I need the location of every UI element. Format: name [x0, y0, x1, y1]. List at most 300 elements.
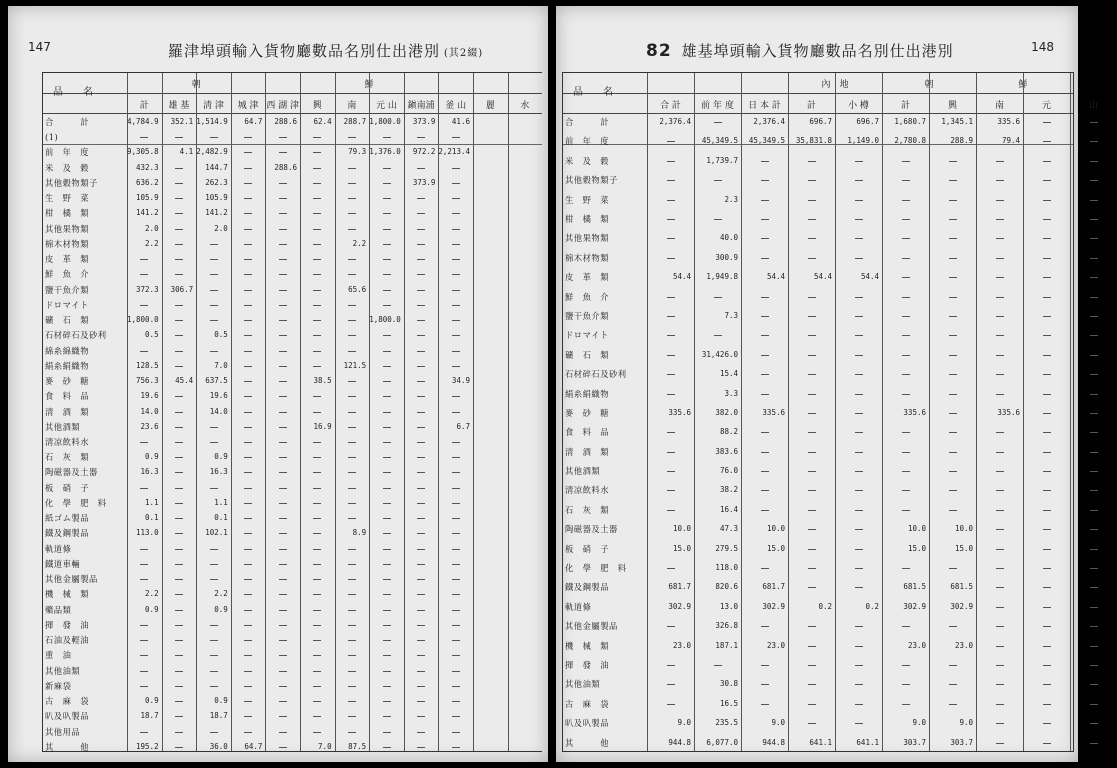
row-label: 其 他 [45, 741, 89, 752]
table-row [43, 711, 542, 721]
empty-cell-dash [417, 625, 425, 626]
table-row [563, 447, 1073, 457]
empty-cell-dash [1043, 549, 1051, 550]
empty-cell-dash [1043, 238, 1051, 239]
table-cell: 288.7 [343, 117, 367, 126]
column-header: 城 津 [237, 101, 259, 111]
empty-cell-dash [244, 564, 252, 565]
empty-cell-dash [383, 427, 391, 428]
table-cell: 302.9 [668, 601, 691, 611]
empty-cell-dash [996, 297, 1004, 298]
empty-cell-dash [244, 213, 252, 214]
empty-cell-dash [1043, 394, 1051, 395]
empty-cell-dash [855, 355, 863, 356]
table-cell: 10.0 [907, 524, 926, 534]
empty-cell-dash [244, 732, 252, 733]
table-row [563, 195, 1073, 205]
row-label: 化 學 肥 料 [45, 497, 107, 508]
empty-cell-dash [175, 488, 183, 489]
column-header: 元 山 [376, 101, 397, 111]
row-label: 石材碎石及砂利 [45, 330, 107, 341]
row-label: 棉木材物類 [565, 252, 609, 263]
table-cell: 195.2 [136, 741, 159, 751]
empty-cell-dash [808, 394, 816, 395]
table-cell: 9.0 [771, 718, 785, 728]
empty-cell-dash [1090, 665, 1098, 666]
empty-cell-dash [348, 396, 356, 397]
empty-cell-dash [417, 335, 425, 336]
table-cell: 113.0 [136, 528, 159, 538]
row-label: 綿糸綿織物 [45, 345, 89, 356]
empty-cell-dash [140, 259, 148, 260]
table-cell: 335.6 [762, 407, 785, 417]
table-row [43, 346, 542, 356]
table-cell: 4,784.9 [127, 117, 159, 126]
empty-cell-dash [1090, 219, 1098, 220]
table-cell: 2.0 [214, 223, 228, 233]
empty-cell-dash [452, 625, 460, 626]
table-cell: 15.0 [907, 543, 926, 553]
empty-cell-dash [383, 686, 391, 687]
table-row [43, 132, 542, 142]
empty-cell-dash [1090, 374, 1098, 375]
empty-cell-dash [348, 594, 356, 595]
table-cell: 432.3 [136, 162, 159, 172]
empty-cell-dash [1090, 432, 1098, 433]
column-rule [835, 73, 836, 751]
empty-cell-dash [949, 413, 957, 414]
row-label: 礦 石 類 [565, 349, 609, 360]
empty-cell-dash [279, 625, 287, 626]
table-cell: 87.5 [348, 741, 367, 751]
empty-cell-dash [855, 490, 863, 491]
table-cell: 0.5 [214, 330, 228, 340]
empty-cell-dash [279, 244, 287, 245]
empty-cell-dash [140, 351, 148, 352]
empty-cell-dash [313, 290, 321, 291]
table-cell: 9.0 [912, 718, 926, 728]
table-cell: 141.2 [205, 208, 228, 218]
empty-cell-dash [996, 432, 1004, 433]
row-label: 麥 砂 糖 [45, 376, 89, 387]
table-row [43, 574, 542, 584]
empty-cell-dash [348, 686, 356, 687]
table-row [563, 117, 1073, 127]
row-label: 生 野 菜 [565, 194, 609, 205]
empty-cell-dash [313, 457, 321, 458]
table-row [43, 269, 542, 279]
empty-cell-dash [140, 579, 148, 580]
empty-cell-dash [667, 665, 675, 666]
empty-cell-dash [855, 587, 863, 588]
empty-cell-dash [383, 274, 391, 275]
empty-cell-dash [244, 244, 252, 245]
table-cell: 1,514.9 [196, 117, 228, 126]
empty-cell-dash [348, 320, 356, 321]
empty-cell-dash [348, 412, 356, 413]
empty-cell-dash [949, 626, 957, 627]
empty-cell-dash [1090, 490, 1098, 491]
empty-cell-dash [140, 274, 148, 275]
table-number: 82 [646, 41, 672, 61]
table-cell: 121.5 [343, 360, 367, 370]
empty-cell-dash [996, 723, 1004, 724]
row-label: ドロマイト [565, 330, 609, 341]
empty-cell-dash [313, 518, 321, 519]
table-cell: 302.9 [903, 601, 926, 611]
group-header: 朝 [924, 80, 934, 90]
table-cell: 2.2 [214, 589, 228, 599]
row-label: 柑 橘 類 [565, 213, 609, 224]
empty-cell-dash [210, 290, 218, 291]
empty-cell-dash [714, 665, 722, 666]
row-label: 藥品類 [45, 604, 72, 615]
empty-cell-dash [902, 316, 910, 317]
empty-cell-dash [855, 258, 863, 259]
empty-cell-dash [949, 297, 957, 298]
row-label: 化 學 肥 料 [565, 563, 627, 574]
table-row [563, 253, 1073, 263]
empty-cell-dash [949, 316, 957, 317]
empty-cell-dash [949, 335, 957, 336]
table-cell: 23.0 [954, 640, 973, 650]
empty-cell-dash [949, 200, 957, 201]
empty-cell-dash [313, 533, 321, 534]
table-cell: 944.8 [762, 737, 785, 747]
empty-cell-dash [417, 427, 425, 428]
table-row [43, 315, 542, 325]
empty-cell-dash [210, 625, 218, 626]
empty-cell-dash [244, 549, 252, 550]
empty-cell-dash [210, 305, 218, 306]
empty-cell-dash [175, 366, 183, 367]
empty-cell-dash [902, 490, 910, 491]
empty-cell-dash [244, 716, 252, 717]
empty-cell-dash [348, 579, 356, 580]
empty-cell-dash [210, 671, 218, 672]
empty-cell-dash [348, 213, 356, 214]
empty-cell-dash [140, 488, 148, 489]
total-divider [43, 144, 542, 145]
table-row [563, 389, 1073, 399]
empty-cell-dash [808, 471, 816, 472]
table-row [43, 376, 542, 386]
row-label: 前 年 度 [565, 136, 609, 147]
column-rule [473, 73, 474, 751]
empty-cell-dash [175, 274, 183, 275]
empty-cell-dash [348, 488, 356, 489]
table-cell: 9.0 [959, 718, 973, 728]
table-cell: 0.2 [865, 601, 879, 611]
empty-cell-dash [417, 549, 425, 550]
empty-cell-dash [348, 381, 356, 382]
column-rule [335, 73, 336, 751]
empty-cell-dash [452, 198, 460, 199]
empty-cell-dash [1043, 704, 1051, 705]
table-cell: 0.1 [145, 513, 159, 523]
empty-cell-dash [175, 137, 183, 138]
table-cell: 7.0 [214, 360, 228, 370]
table-cell: 31,426.0 [701, 349, 738, 359]
empty-cell-dash [1090, 568, 1098, 569]
empty-cell-dash [140, 549, 148, 550]
column-rule [741, 73, 742, 751]
empty-cell-dash [902, 374, 910, 375]
empty-cell-dash [244, 137, 252, 138]
empty-cell-dash [383, 610, 391, 611]
page-title [168, 40, 483, 61]
row-label: 柑 橘 類 [45, 208, 89, 219]
group-header: 鮮 [364, 80, 374, 90]
empty-cell-dash [855, 238, 863, 239]
empty-cell-dash [175, 335, 183, 336]
empty-cell-dash [1090, 394, 1098, 395]
title-text: 羅津埠頭輸入貨物廳數品名別仕出港別 [168, 42, 441, 60]
empty-cell-dash [175, 716, 183, 717]
table-cell: 30.8 [719, 679, 738, 689]
empty-cell-dash [1043, 723, 1051, 724]
empty-cell-dash [383, 472, 391, 473]
empty-cell-dash [175, 427, 183, 428]
empty-cell-dash [175, 610, 183, 611]
table-cell: 279.5 [715, 543, 738, 553]
empty-cell-dash [175, 518, 183, 519]
empty-cell-dash [949, 258, 957, 259]
column-header: 雄 基 [168, 101, 190, 111]
empty-cell-dash [902, 471, 910, 472]
empty-cell-dash [417, 259, 425, 260]
empty-cell-dash [1043, 200, 1051, 201]
table-cell: 16.3 [140, 467, 159, 477]
empty-cell-dash [175, 244, 183, 245]
empty-cell-dash [244, 533, 252, 534]
empty-cell-dash [808, 510, 816, 511]
empty-cell-dash [1043, 684, 1051, 685]
column-rule [369, 73, 370, 751]
row-label: 石 灰 類 [565, 504, 609, 515]
empty-cell-dash [175, 625, 183, 626]
table-cell: 36.0 [209, 741, 228, 751]
empty-cell-dash [348, 655, 356, 656]
empty-cell-dash [855, 432, 863, 433]
left-page [8, 6, 548, 762]
empty-cell-dash [383, 351, 391, 352]
table-row [43, 559, 542, 569]
empty-cell-dash [1043, 432, 1051, 433]
table-row [563, 641, 1073, 651]
empty-cell-dash [1090, 122, 1098, 123]
empty-cell-dash [348, 274, 356, 275]
table-cell: 10.0 [766, 524, 785, 534]
table-row [43, 224, 542, 234]
empty-cell-dash [808, 432, 816, 433]
column-header: 元 [1041, 101, 1051, 111]
table-cell: 1,949.8 [706, 272, 738, 282]
empty-cell-dash [348, 351, 356, 352]
column-header: 興 [312, 101, 322, 111]
empty-cell-dash [175, 229, 183, 230]
table-cell: 382.0 [715, 407, 738, 417]
empty-cell-dash [313, 472, 321, 473]
empty-cell-dash [417, 137, 425, 138]
empty-cell-dash [452, 457, 460, 458]
empty-cell-dash [1090, 587, 1098, 588]
table-cell: 4.1 [179, 147, 194, 157]
table-cell: 0.9 [145, 696, 159, 706]
empty-cell-dash [210, 488, 218, 489]
title-subtitle: (其2綴) [444, 48, 484, 59]
empty-cell-dash [383, 549, 391, 550]
table-cell: 15.0 [954, 543, 973, 553]
page-number: 147 [28, 40, 51, 54]
empty-cell-dash [348, 305, 356, 306]
empty-cell-dash [996, 587, 1004, 588]
empty-cell-dash [996, 607, 1004, 608]
empty-cell-dash [1043, 335, 1051, 336]
table-cell: 6.7 [456, 421, 470, 431]
table-cell: 144.7 [205, 162, 228, 172]
empty-cell-dash [452, 549, 460, 550]
empty-cell-dash [175, 640, 183, 641]
empty-cell-dash [417, 168, 425, 169]
empty-cell-dash [244, 503, 252, 504]
empty-cell-dash [808, 258, 816, 259]
empty-cell-dash [902, 394, 910, 395]
empty-cell-dash [313, 259, 321, 260]
empty-cell-dash [855, 413, 863, 414]
row-label: ドロマイト [45, 299, 89, 310]
empty-cell-dash [452, 503, 460, 504]
empty-cell-dash [1043, 316, 1051, 317]
row-label: 其他酒類 [565, 466, 601, 477]
empty-cell-dash [175, 259, 183, 260]
row-label: 前 年 度 [45, 147, 89, 158]
table-row [563, 427, 1073, 437]
empty-cell-dash [383, 503, 391, 504]
empty-cell-dash [175, 732, 183, 733]
table-cell: 641.1 [809, 737, 832, 747]
empty-cell-dash [808, 452, 816, 453]
empty-cell-dash [667, 180, 675, 181]
empty-cell-dash [348, 259, 356, 260]
empty-cell-dash [452, 610, 460, 611]
table-cell: 79.3 [348, 147, 367, 157]
empty-cell-dash [175, 183, 183, 184]
empty-cell-dash [949, 394, 957, 395]
column-rule [162, 73, 163, 751]
empty-cell-dash [855, 684, 863, 685]
empty-cell-dash [996, 316, 1004, 317]
table-cell: 65.6 [348, 284, 367, 294]
table-cell: 34.9 [451, 376, 470, 386]
empty-cell-dash [996, 743, 1004, 744]
table-cell: 681.5 [903, 582, 926, 592]
empty-cell-dash [279, 229, 287, 230]
empty-cell-dash [417, 488, 425, 489]
empty-cell-dash [244, 366, 252, 367]
empty-cell-dash [417, 244, 425, 245]
empty-cell-dash [667, 490, 675, 491]
empty-cell-dash [1090, 297, 1098, 298]
empty-cell-dash [1090, 200, 1098, 201]
empty-cell-dash [348, 671, 356, 672]
empty-cell-dash [452, 396, 460, 397]
empty-cell-dash [383, 335, 391, 336]
table-cell: 45,349.5 [748, 136, 785, 146]
empty-cell-dash [996, 665, 1004, 666]
table-cell: 306.7 [170, 284, 194, 294]
row-label: 食 料 品 [45, 391, 89, 402]
table-row [43, 193, 542, 203]
empty-cell-dash [714, 297, 722, 298]
empty-cell-dash [714, 219, 722, 220]
row-label: 新麻袋 [45, 680, 72, 691]
empty-cell-dash [210, 259, 218, 260]
row-label: 其他穀物類子 [45, 177, 98, 188]
empty-cell-dash [313, 198, 321, 199]
empty-cell-dash [279, 152, 287, 153]
table-cell: 2,213.4 [438, 147, 470, 157]
empty-cell-dash [1043, 529, 1051, 530]
table-cell: 47.3 [719, 524, 738, 534]
empty-cell-dash [383, 412, 391, 413]
empty-cell-dash [348, 427, 356, 428]
empty-cell-dash [996, 355, 1004, 356]
row-label: 陶磁器及土器 [565, 524, 618, 535]
empty-cell-dash [1043, 277, 1051, 278]
row-label: 淸 酒 類 [565, 446, 609, 457]
empty-cell-dash [417, 213, 425, 214]
row-label: 揮 發 油 [45, 619, 89, 630]
page-number: 148 [1031, 40, 1054, 54]
empty-cell-dash [452, 564, 460, 565]
empty-cell-dash [140, 137, 148, 138]
row-label: 其他酒類 [45, 421, 81, 432]
empty-cell-dash [140, 732, 148, 733]
empty-cell-dash [808, 238, 816, 239]
table-cell: 0.1 [214, 513, 228, 523]
empty-cell-dash [175, 442, 183, 443]
empty-cell-dash [313, 396, 321, 397]
empty-cell-dash [667, 219, 675, 220]
table-cell: 18.7 [140, 711, 159, 721]
empty-cell-dash [1090, 316, 1098, 317]
empty-cell-dash [1043, 258, 1051, 259]
empty-cell-dash [902, 665, 910, 666]
empty-cell-dash [855, 529, 863, 530]
empty-cell-dash [383, 579, 391, 580]
empty-cell-dash [175, 747, 183, 748]
column-header: 山 [1088, 101, 1098, 111]
empty-cell-dash [244, 320, 252, 321]
empty-cell-dash [175, 320, 183, 321]
table-row [43, 361, 542, 371]
empty-cell-dash [383, 244, 391, 245]
empty-cell-dash [761, 471, 769, 472]
empty-cell-dash [244, 427, 252, 428]
empty-cell-dash [1043, 374, 1051, 375]
table-cell: 62.4 [313, 117, 332, 126]
empty-cell-dash [667, 238, 675, 239]
empty-cell-dash [452, 518, 460, 519]
empty-cell-dash [1043, 743, 1051, 744]
empty-cell-dash [279, 640, 287, 641]
row-label: 叭及叺製品 [565, 718, 609, 729]
empty-cell-dash [949, 355, 957, 356]
empty-cell-dash [902, 219, 910, 220]
table-cell: 352.1 [170, 117, 194, 126]
empty-cell-dash [348, 183, 356, 184]
